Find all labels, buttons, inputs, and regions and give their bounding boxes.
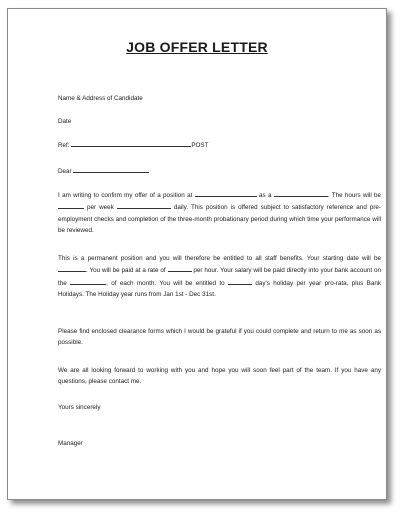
ref-post-label: POST [191, 142, 209, 149]
signature-line: Manager [58, 440, 83, 447]
paragraph-terms [58, 253, 381, 301]
start-date-blank [58, 264, 86, 272]
date-line: Date [58, 118, 72, 125]
letter-title: JOB OFFER LETTER [126, 39, 268, 55]
paragraph-offer [58, 189, 381, 237]
position-blank [274, 189, 328, 197]
terms-text-3: per hour. Your salary will be paid directly into your bank account on the [58, 267, 381, 287]
ref-label: Ref: [58, 142, 70, 149]
letter-page [7, 8, 387, 500]
pay-day-blank [70, 277, 106, 285]
dear-blank [73, 165, 149, 173]
daily-blank [117, 201, 171, 209]
hours-blank [58, 201, 84, 209]
ref-blank [71, 139, 191, 147]
closing-line: Yours sincerely [58, 404, 101, 411]
offer-text-3: . The hours will be [327, 192, 382, 199]
candidate-name-address: Name & Address of Candidate [58, 95, 143, 102]
holiday-blank [228, 277, 252, 285]
paragraph-welcome: We are all looking forward to working with you and hope you will soon feel part of the team. If you have any questions, please contact me. [58, 367, 381, 386]
terms-text-1: This is a permanent position and you will therefore be entitled to all staff benefits. Your starting date will be [58, 255, 381, 262]
offer-text-5: daily. This position is offered subject to satisfactory reference and pre-employment checks and completion of the three-month probationary period during which time your performance will be reviewed. [58, 204, 382, 235]
offer-text-4: per week [87, 204, 114, 212]
ref-line [58, 139, 383, 151]
salutation-line [58, 165, 383, 177]
rate-blank [168, 264, 192, 272]
terms-text-5: day's holiday per year pro-rata, plus Bank Holidays. The Holiday year runs from Jan 1st - Dec 31st. [58, 279, 382, 299]
terms-text-4: , of each month. You will be entitled to [106, 279, 225, 287]
terms-text-2: . You will be paid at a rate of [86, 267, 166, 275]
company-blank [195, 189, 257, 197]
offer-text-2: as a [259, 192, 272, 199]
dear-label: Dear [58, 168, 72, 175]
offer-text-1: I am writing to confirm my offer of a position at [58, 192, 193, 199]
paragraph-clearance: Please find enclosed clearance forms which I would be grateful if you could complete and return to me as soon as possible. [58, 328, 381, 347]
